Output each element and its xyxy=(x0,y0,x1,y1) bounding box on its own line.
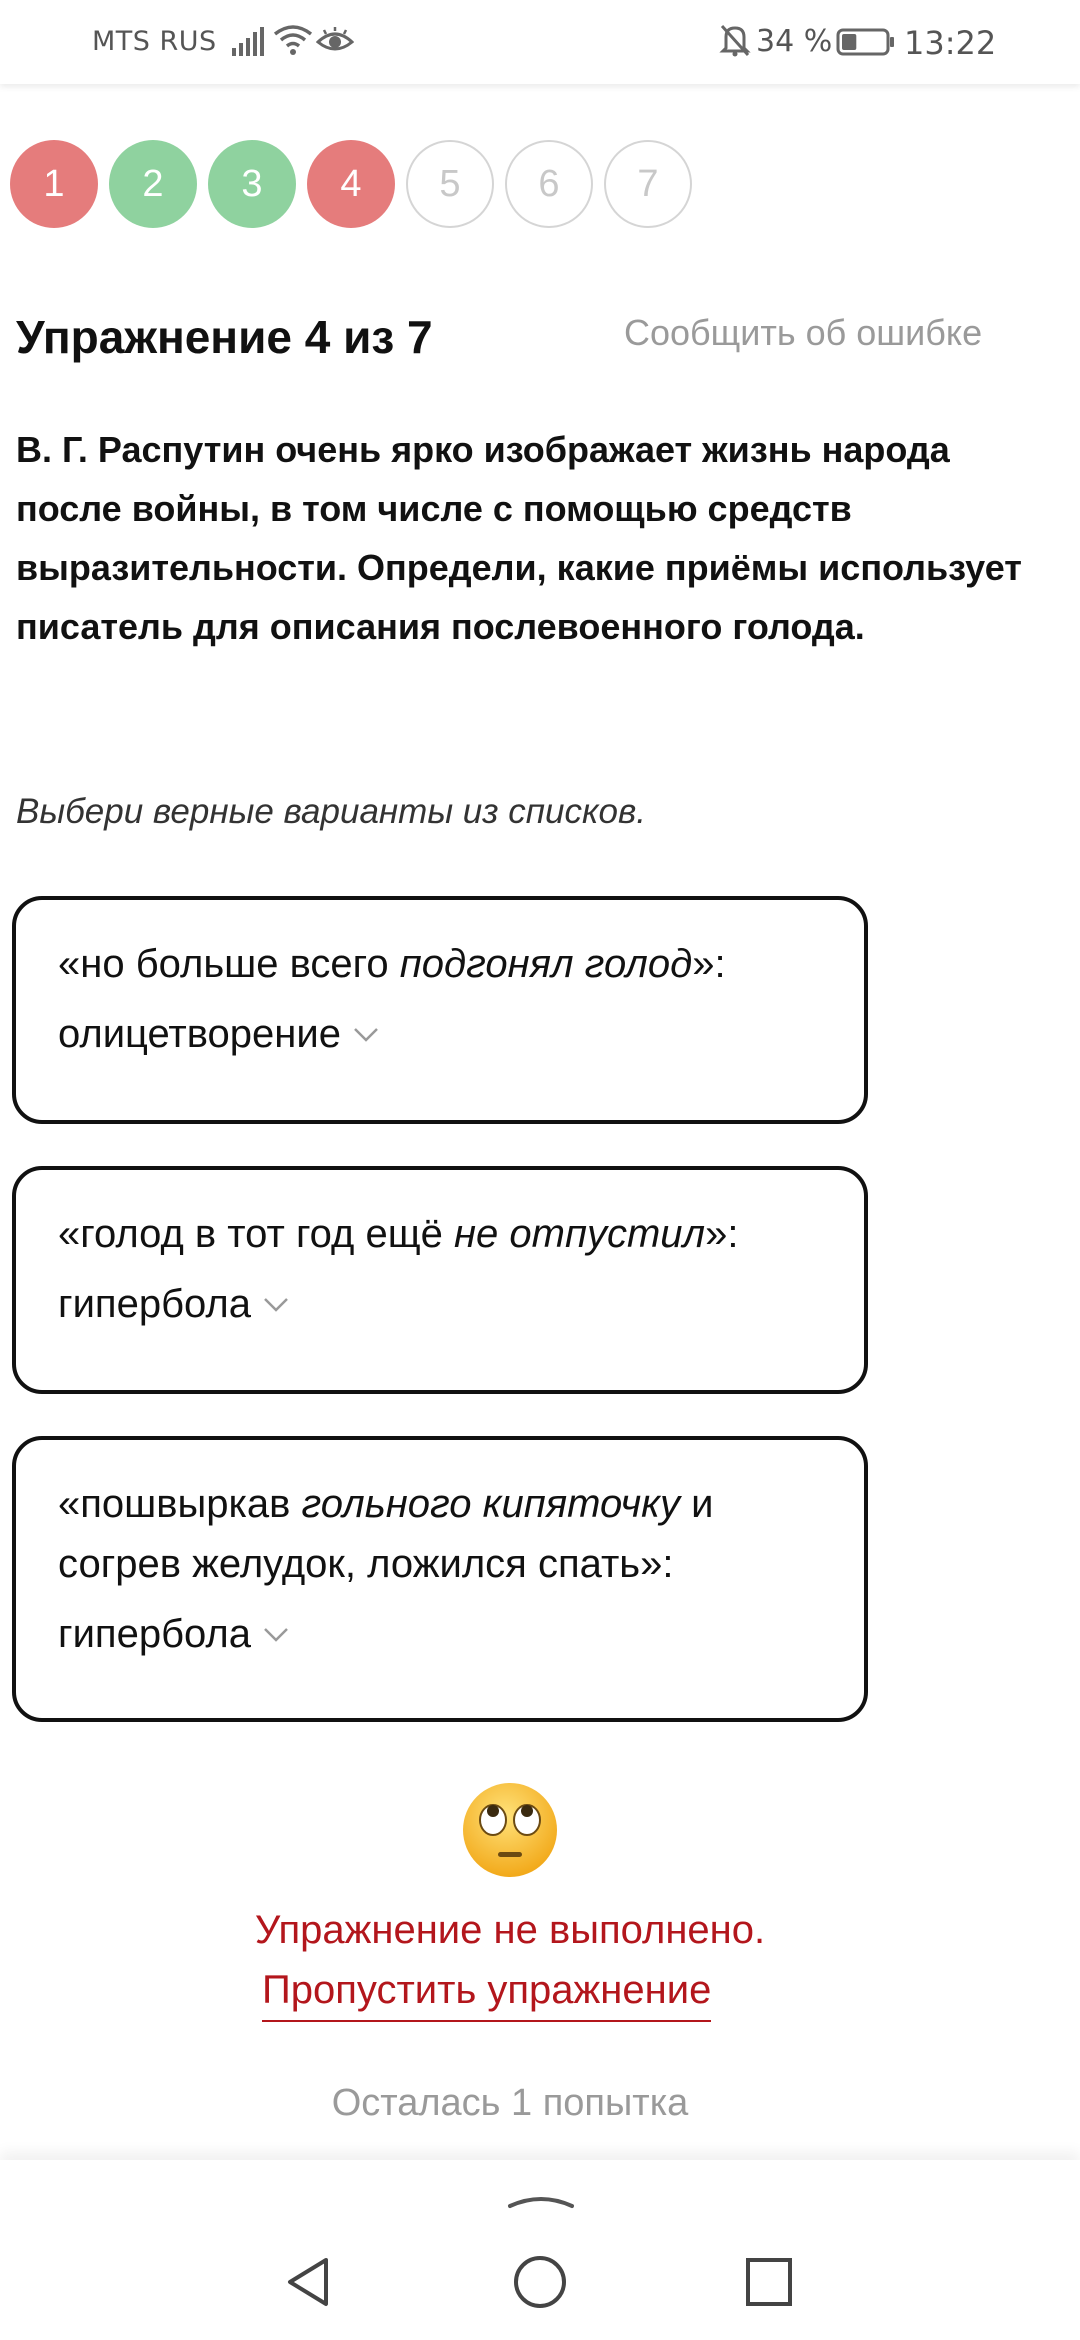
answer-select-3[interactable] xyxy=(58,1612,289,1657)
skip-exercise-link[interactable]: Пропустить упражнение xyxy=(262,1960,711,2022)
report-error-link[interactable]: Сообщить об ошибке xyxy=(624,312,983,353)
card-phrase: «пошвыркав гольного кипяточку и согрев желудок, ложился спать»: xyxy=(58,1482,714,1586)
back-icon[interactable] xyxy=(282,2254,334,2310)
result-message: Упражнение не выполнено. xyxy=(254,1908,766,1952)
answer-select-1[interactable] xyxy=(58,1012,379,1057)
status-bar xyxy=(0,0,1080,84)
progress-step-7[interactable]: 7 xyxy=(604,140,692,228)
answer-card-2 xyxy=(12,1166,868,1394)
wifi-icon xyxy=(272,22,314,58)
recent-apps-icon[interactable] xyxy=(744,2256,794,2308)
progress-step-4[interactable]: 4 xyxy=(307,140,395,228)
mute-bell-icon xyxy=(718,22,752,58)
exercise-progress xyxy=(10,140,692,232)
answer-select-2[interactable] xyxy=(58,1282,289,1327)
progress-step-3[interactable]: 3 xyxy=(208,140,296,228)
chevron-down-icon xyxy=(353,1027,379,1043)
chevron-down-icon xyxy=(263,1297,289,1313)
home-icon[interactable] xyxy=(512,2254,568,2310)
system-nav-bar xyxy=(0,2172,1080,2340)
progress-step-1[interactable]: 1 xyxy=(10,140,98,228)
answer-card-3 xyxy=(12,1436,868,1722)
selected-option: гипербола xyxy=(58,1612,251,1656)
carrier-name: MTS RUS xyxy=(92,26,217,57)
card-phrase: «но больше всего подгонял голод»: xyxy=(58,942,726,986)
instruction-text: Выбери верные варианты из списков. xyxy=(16,792,646,831)
card-phrase: «голод в тот год ещё не отпустил»: xyxy=(58,1212,739,1256)
battery-icon xyxy=(836,28,896,56)
eye-comfort-icon xyxy=(316,26,354,56)
progress-step-6[interactable]: 6 xyxy=(505,140,593,228)
chevron-down-icon xyxy=(263,1627,289,1643)
answer-card-1 xyxy=(12,896,868,1124)
exercise-title: Упражнение 4 из 7 xyxy=(16,311,433,363)
battery-percent: 34 % xyxy=(756,24,833,59)
progress-step-5[interactable]: 5 xyxy=(406,140,494,228)
clock: 13:22 xyxy=(904,24,997,62)
rolling-eyes-emoji-icon xyxy=(460,1780,560,1880)
signal-icon xyxy=(230,26,266,56)
selected-option: олицетворение xyxy=(58,1012,341,1056)
selected-option: гипербола xyxy=(58,1282,251,1326)
attempts-left: Осталась 1 попытка xyxy=(331,2082,689,2124)
chevron-up-icon[interactable] xyxy=(506,2190,576,2212)
progress-step-2[interactable]: 2 xyxy=(109,140,197,228)
question-text: В. Г. Распутин очень ярко изображает жизнь народа после войны, в том числе с помощью средств выразительности. Определи, какие приёмы использует писатель для описания послевоенного голода. xyxy=(16,429,1022,647)
